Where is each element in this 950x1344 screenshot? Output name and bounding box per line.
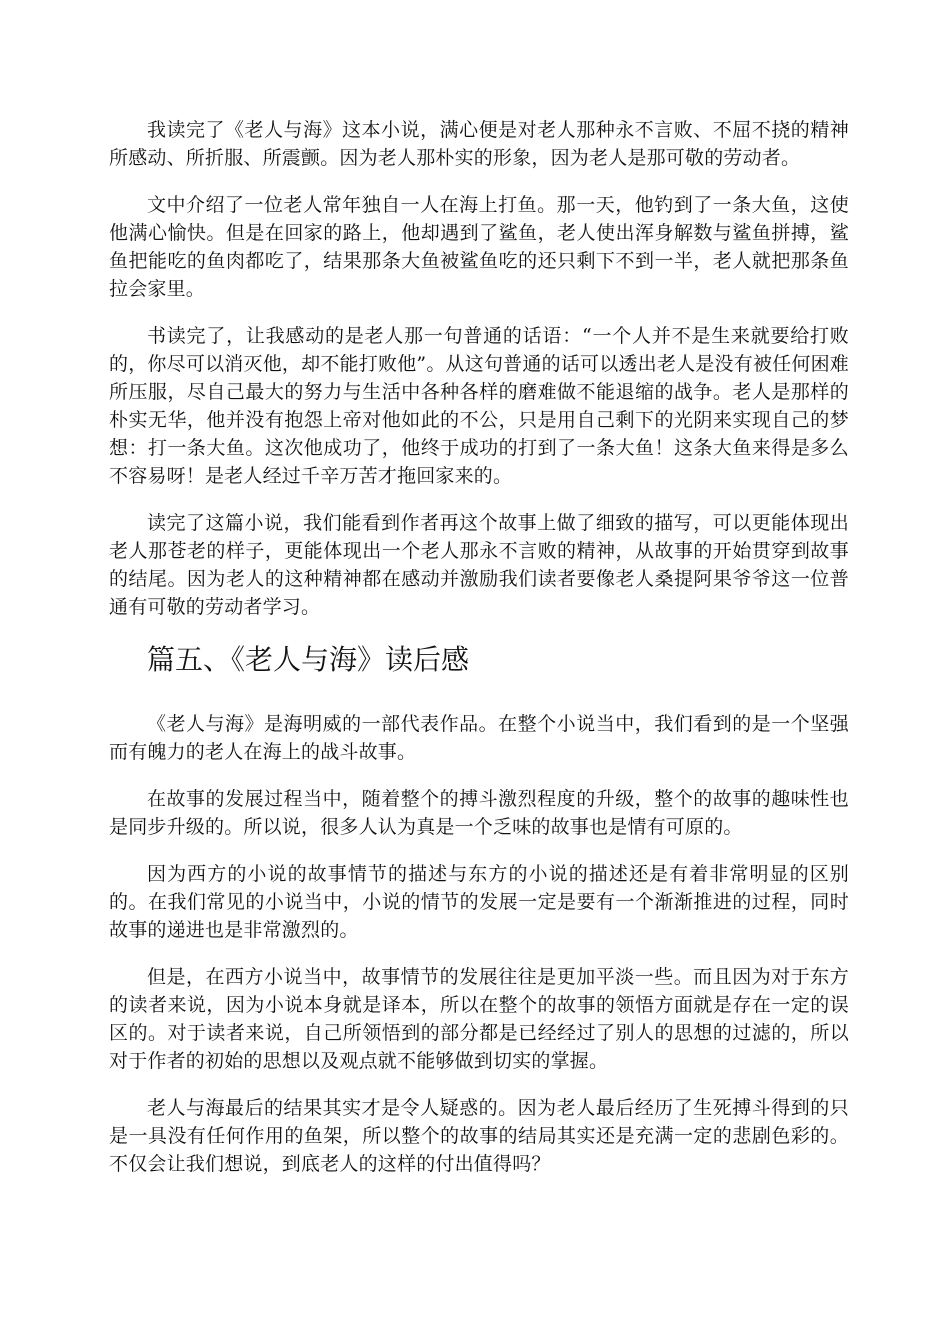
body-paragraph: 老人与海最后的结果其实才是令人疑惑的。因为老人最后经历了生死搏斗得到的只是一具没有任何作用的鱼架，所以整个的故事的结局其实还是充满一定的悲剧色彩的。不仅会让我们想说，到底老人的这样的付出值得吗？ <box>109 1097 849 1175</box>
essay-section-two <box>109 710 849 1178</box>
body-paragraph: 在故事的发展过程当中，随着整个的搏斗激烈程度的升级，整个的故事的趣味性也是同步升级的。所以说，很多人认为真是一个乏味的故事也是情有可原的。 <box>109 788 849 838</box>
body-paragraph: 《老人与海》是海明威的一部代表作品。在整个小说当中，我们看到的是一个坚强而有魄力的老人在海上的战斗故事。 <box>109 713 849 763</box>
body-paragraph: 因为西方的小说的故事情节的描述与东方的小说的描述还是有着非常明显的区别的。在我们常见的小说当中，小说的情节的发展一定是要有一个渐渐推进的过程，同时故事的递进也是非常激烈的。 <box>109 863 849 941</box>
document-page <box>109 116 849 1197</box>
section-heading: 篇五、《老人与海》读后感 <box>147 643 470 676</box>
body-paragraph: 我读完了《老人与海》这本小说，满心便是对老人那种永不言败、不屈不挠的精神所感动、所折服、所震颤。因为老人那朴实的形象，因为老人是那可敬的劳动者。 <box>109 119 849 169</box>
body-paragraph: 文中介绍了一位老人常年独自一人在海上打鱼。那一天，他钓到了一条大鱼，这使他满心愉快。但是在回家的路上，他却遇到了鲨鱼，老人使出浑身解数与鲨鱼拼搏，鲨鱼把能吃的鱼肉都吃了，结果那条大鱼被鲨鱼吃的还只剩下不到一半，老人就把那条鱼拉会家里。 <box>109 194 849 300</box>
body-paragraph: 书读完了，让我感动的是老人那一句普通的话语：“一个人并不是生来就要给打败的，你尽可以消灭他，却不能打败他”。从这句普通的话可以透出老人是没有被任何困难所压服，尽自己最大的努力与生活中各种各样的磨难做不能退缩的战争。老人是那样的朴实无华，他并没有抱怨上帝对他如此的不公，只是用自己剩下的光阴来实现自己的梦想：打一条大鱼。这次他成功了，他终于成功的打到了一条大鱼！这条大鱼来得是多么不容易呀！是老人经过千辛万苦才拖回家来的。 <box>109 325 849 487</box>
body-paragraph: 读完了这篇小说，我们能看到作者再这个故事上做了细致的描写，可以更能体现出老人那苍老的样子，更能体现出一个老人那永不言败的精神，从故事的开始贯穿到故事的结尾。因为老人的这种精神都在感动并激励我们读者要像老人桑提阿果爷爷这一位普通有可敬的劳动者学习。 <box>109 512 849 618</box>
body-paragraph: 但是，在西方小说当中，故事情节的发展往往是更加平淡一些。而且因为对于东方的读者来说，因为小说本身就是译本，所以在整个的故事的领悟方面就是存在一定的误区的。对于读者来说，自己所领悟到的部分都是已经经过了别人的思想的过滤的，所以对于作者的初始的思想以及观点就不能够做到切实的掌握。 <box>109 966 849 1072</box>
essay-section-one <box>109 116 849 621</box>
